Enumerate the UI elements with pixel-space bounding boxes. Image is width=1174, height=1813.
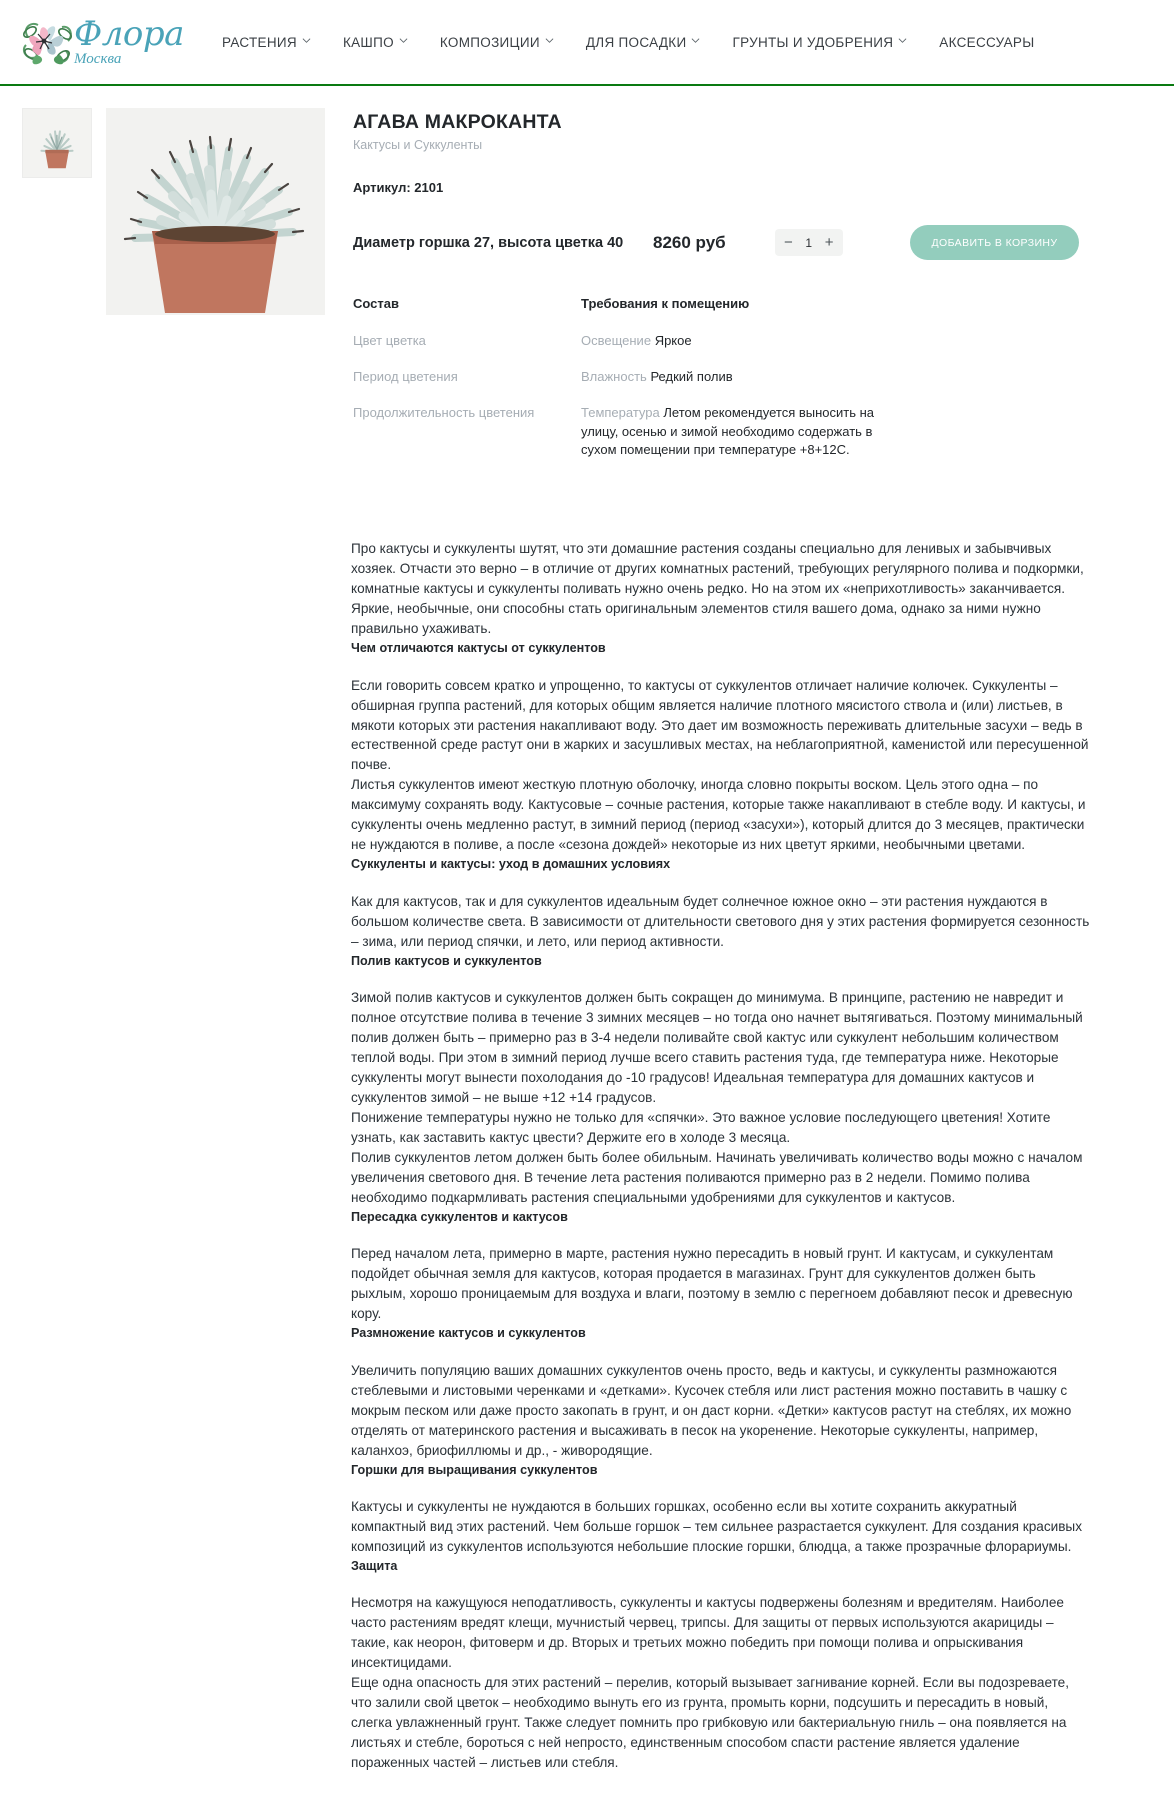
chevron-down-icon xyxy=(691,36,700,45)
product-sku: Артикул: 2101 xyxy=(353,180,444,195)
paragraph-spacer xyxy=(351,874,1090,892)
spec-row xyxy=(353,404,581,423)
paragraph-spacer xyxy=(351,658,1090,676)
spec-column-composition xyxy=(353,296,581,477)
spec-row xyxy=(353,332,581,351)
site-logo[interactable] xyxy=(16,6,192,78)
nav-label: КАШПО xyxy=(342,34,394,50)
paragraph-spacer xyxy=(351,1343,1090,1361)
product-description-article xyxy=(0,477,1174,1813)
paragraph-spacer xyxy=(351,970,1090,988)
spec-heading: Состав xyxy=(353,296,399,311)
article-subheading: Полив кактусов и суккулентов xyxy=(351,953,542,968)
nav-item-aksessuary[interactable] xyxy=(923,29,1050,56)
chevron-down-icon xyxy=(302,36,311,45)
article-paragraph: Увеличить популяцию ваших домашних суккулентов очень просто, ведь и кактусы, и суккуленты размножаются стеблевыми и листовыми черенками и «детками». Кусочек стебля или лист растения можно поставить в чашку с мокрым песком или даже просто закопать в грунт, и он даст корни. «Детки» кактусов растут на стеблях, их можно отделять от материнского растения и высаживать в песок на укоренение. Некоторые суккуленты, например, каланхоэ, бриофиллюмы и др., - живородящие. xyxy=(351,1362,1072,1458)
nav-label: ГРУНТЫ И УДОБРЕНИЯ xyxy=(732,34,894,50)
article-subheading: Защита xyxy=(351,1558,398,1573)
spec-value: Редкий полив xyxy=(650,368,733,384)
quantity-stepper[interactable] xyxy=(775,229,843,256)
article-paragraph: Листья суккулентов имеют жесткую плотную оболочку, иногда словно покрыты воском. Цель этого одна – по максимуму сохранять воду. Кактусовые – сочные растения, которые также накапливают в стебле воду. И кактусы, и суккуленты очень медленно растут, в зимний период (период «засухи»), который длится до 3 месяцев, практически не нуждаются в поливе, а после «сезона дождей» некоторые из них цветут яркими, необычными цветами. xyxy=(351,777,1086,853)
nav-label: АКСЕССУАРЫ xyxy=(939,34,1035,50)
nav-item-rasteniya[interactable] xyxy=(206,29,327,56)
article-paragraph: Еще одна опасность для этих растений – перелив, который вызывает загнивание корней. Если вы подозреваете, что залили свой цветок – необходимо вынуть его из грунта, промыть корни, подсушить и пересадить в новый, слегка увлажненный грунт. Также следует помнить про грибковую или бактериальную гниль – она появляется на листьях и стебле, бороться с ней непросто, единственным способом спасти растение является удаление пораженных частей – листьев или стебля. xyxy=(351,1675,1070,1771)
article-subheading: Суккуленты и кактусы: уход в домашних условиях xyxy=(351,857,671,872)
nav-label: РАСТЕНИЯ xyxy=(222,34,297,50)
flower-logo-icon xyxy=(16,11,78,73)
article-paragraph: Перед началом лета, примерно в марте, растения нужно пересадить в новый грунт. И кактусам, и суккулентам подойдет обычная земля для кактусов, которая продается в магазинах. Грунт для суккулентов должен быть рыхлым, хорошо проницаемым для воздуха и влаги, поэтому в землю с перегноем добавляют песок и древесную кору. xyxy=(351,1246,1073,1322)
nav-item-kompozicii[interactable] xyxy=(424,29,570,56)
article-paragraph: Полив суккулентов летом должен быть более обильным. Начинать увеличивать количество воды можно с началом увеличения светового дня. В течение лета растения поливаются примерно раз в 2 недели. Помимо полива необходимо подкармливать растения специальными удобрениями для суккулентов и кактусов. xyxy=(351,1149,1083,1205)
article-subheading: Горшки для выращивания суккулентов xyxy=(351,1462,598,1477)
paragraph-spacer xyxy=(351,1575,1090,1593)
quantity-increase-button[interactable]: + xyxy=(824,234,834,251)
quantity-decrease-button[interactable]: − xyxy=(784,234,793,251)
article-paragraph: Зимой полив кактусов и суккулентов должен быть сокращен до минимума. В принципе, растению не навредит и полное отсутствие полива в течение 3 зимних месяцев – но тогда оно начнет вытягиваться. Поэтому минимальный полив должен быть – примерно раз в 3-4 недели поливайте свой кактус или суккулент небольшим количеством теплой воды. При этом в зимний период лучше всего ставить растения туда, где температура ниже. Некоторые суккуленты могут вынести похолодания до -10 градусов! Идеальная температура для домашних кактусов и суккулентов зимой – не выше +12 +14 градусов. xyxy=(351,990,1083,1106)
chevron-down-icon xyxy=(399,36,408,45)
product-info xyxy=(340,108,1174,477)
article-paragraph: Как для кактусов, так и для суккулентов идеальным будет солнечное южное окно – эти растения нуждаются в большом количестве света. В зависимости от длительности светового дня у этих растения формируется сезонность – зима, или период спячки, и лето, или период активности. xyxy=(351,893,1090,949)
paragraph-spacer xyxy=(351,1479,1090,1497)
product-price: 8260 руб xyxy=(653,232,726,252)
nav-item-dlya-posadki[interactable] xyxy=(570,29,717,56)
article-paragraph: Несмотря на кажущуюся неподатливость, суккуленты и кактусы подвержены болезням и вредителям. Наиболее часто растениям вредят клещи, мучнистый червец, трипсы. Для защиты от первых используются акарициды – такие, как неорон, фитоверм и др. Вторых и третьих можно победить при помощи полива и опрыскивания инсектицидами. xyxy=(351,1595,1064,1671)
article-subheading: Размножение кактусов и суккулентов xyxy=(351,1326,586,1341)
site-header xyxy=(0,0,1174,86)
quantity-value: 1 xyxy=(805,235,813,250)
product-gallery xyxy=(0,108,340,477)
article-subheading: Чем отличаются кактусы от суккулентов xyxy=(351,641,606,656)
article-paragraph: Понижение температуры нужно не только для «спячки». Это важное условие последующего цветения! Хотите узнать, как заставить кактус цвести? Держите его в холоде 3 месяца. xyxy=(351,1110,1051,1145)
product-thumbnail[interactable] xyxy=(22,108,92,178)
spec-label: Период цветения xyxy=(353,368,458,384)
spec-row xyxy=(353,368,581,387)
logo-text xyxy=(74,14,192,67)
article-paragraph: Если говорить совсем кратко и упрощенно, то кактусы от суккулентов отличает наличие колючек. Суккуленты – обширная группа растений, для которых общим является наличие плотного мясистого ствола и (или) листьев, в мякоти которых эти растения накапливают воду. Это дает им возможность переживать длительные засухи – ведь в естественной среде растут они в жарких и засушливых местах, на неблагоприятной, каменистой или пересушенной почве. xyxy=(351,677,1089,773)
spec-row xyxy=(581,404,901,461)
article-paragraph: Кактусы и суккуленты не нуждаются в больших горшках, особенно если вы хотите сохранить аккуратный компактный вид этих растений. Чем больше горшок – тем сильнее разрастается суккулент. Для создания красивых композиций из суккулентов используются небольшие плоские горшки, блюдца, а также прозрачные флорариумы. xyxy=(351,1499,1082,1554)
spec-row xyxy=(581,368,901,387)
nav-label: КОМПОЗИЦИИ xyxy=(439,34,540,50)
article-subheading: Пересадка суккулентов и кактусов xyxy=(351,1209,568,1224)
chevron-down-icon xyxy=(545,36,554,45)
purchase-row xyxy=(353,225,1114,260)
spec-label: Продолжительность цветения xyxy=(353,404,535,420)
nav-item-kashpo[interactable] xyxy=(327,29,424,56)
spec-column-requirements xyxy=(581,296,901,477)
article-paragraph: Про кактусы и суккуленты шутят, что эти домашние растения созданы специально для ленивых и забывчивых хозяек. Отчасти это верно – в отличие от других комнатных растений, требующих регулярного полива и подкормки, комнатные кактусы и суккуленты поливать нужно очень редко. Но на этом их «неприхотливость» заканчивается. Яркие, необычные, они способны стать оригинальным элементов стиля вашего дома, однако за ними нужно правильно ухаживать. xyxy=(351,541,1084,637)
product-category: Кактусы и Суккуленты xyxy=(353,138,483,152)
spec-heading: Требования к помещению xyxy=(581,296,750,311)
page-title: АГАВА МАКРОКАНТА xyxy=(353,111,562,133)
nav-label: ДЛЯ ПОСАДКИ xyxy=(585,34,687,50)
paragraph-spacer xyxy=(351,1226,1090,1244)
add-to-cart-button[interactable]: ДОБАВИТЬ В КОРЗИНУ xyxy=(910,225,1080,260)
product-size: Диаметр горшка 27, высота цветка 40 xyxy=(353,234,624,251)
logo-sub-text: Москва xyxy=(74,51,122,67)
spec-label: Цвет цветка xyxy=(353,333,426,348)
spec-label: Освещение xyxy=(581,333,652,348)
spec-row xyxy=(581,332,901,351)
logo-script-text: Флора xyxy=(74,14,184,54)
nav-item-grunty-i-udobreniya[interactable] xyxy=(716,29,923,56)
spec-label: Температура xyxy=(581,404,660,420)
main-navigation xyxy=(206,29,1050,56)
spec-value: Летом рекомендуется выносить на улицу, осенью и зимой необходимо содержать в сухом помещении при температуре +8+12С. xyxy=(581,404,875,458)
spec-label: Влажность xyxy=(581,368,647,384)
product-section xyxy=(0,86,1174,477)
product-main-image[interactable] xyxy=(106,108,325,315)
product-specifications xyxy=(353,296,1114,477)
chevron-down-icon xyxy=(898,36,907,45)
spec-value: Яркое xyxy=(654,333,692,348)
